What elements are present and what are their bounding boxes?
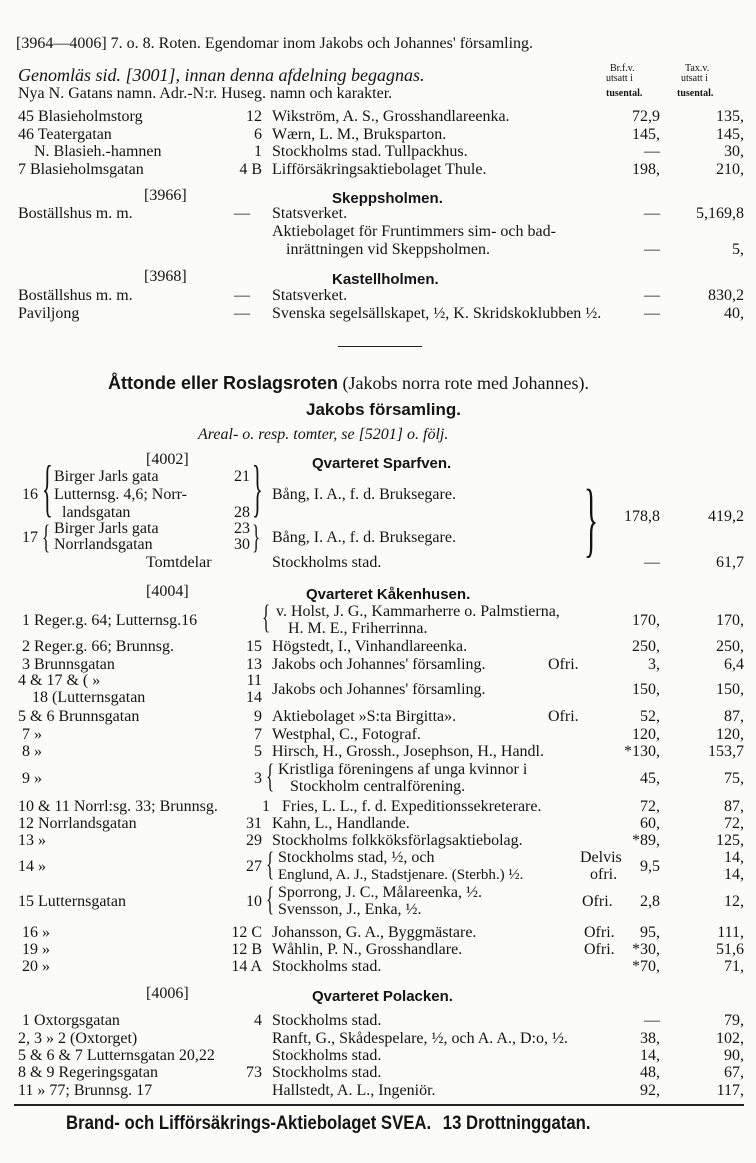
owner: Aktiebolaget för Fruntimmers sim- och bad- bbox=[272, 223, 556, 240]
value-brfv: 52, bbox=[640, 708, 660, 725]
value-brfv: — bbox=[644, 1012, 660, 1029]
owner: Jakobs och Johannes' församling. bbox=[272, 656, 486, 673]
value-taxv: 75, bbox=[724, 770, 744, 787]
brace-right: } bbox=[252, 452, 263, 523]
value-brfv: 38, bbox=[640, 1030, 660, 1047]
value-brfv: 72, bbox=[640, 798, 660, 815]
owner: Högstedt, I., Vinhandlareenka. bbox=[272, 638, 468, 655]
addr-nr: 4 bbox=[254, 1012, 262, 1029]
brace-left: { bbox=[262, 599, 271, 636]
street: 18 (Lutternsgatan bbox=[32, 689, 146, 706]
value-taxv: 830,2 bbox=[708, 287, 744, 304]
value-taxv: 30, bbox=[724, 143, 744, 160]
addr-nr: — bbox=[234, 287, 250, 304]
value-brfv: 92, bbox=[640, 1082, 660, 1099]
value-taxv: 40, bbox=[724, 305, 744, 322]
addr-nr: 1 bbox=[262, 798, 270, 815]
brace-left: { bbox=[42, 519, 51, 556]
addr-nr: 30 bbox=[234, 536, 250, 553]
addr-nr: 10 bbox=[246, 893, 262, 910]
value-taxv: 79, bbox=[724, 1012, 744, 1029]
street: 20 » bbox=[22, 958, 50, 975]
brace-right: } bbox=[252, 519, 261, 556]
owner: Kristliga föreningens af unga kvinnor i bbox=[278, 761, 528, 778]
value-taxv: 150, bbox=[716, 681, 744, 698]
value-brfv: 60, bbox=[640, 815, 660, 832]
value-taxv: 14, bbox=[724, 866, 744, 883]
addr-nr: 28 bbox=[234, 504, 250, 521]
addr-nr: 73 bbox=[246, 1064, 262, 1081]
street: 7 Blasieholmsgatan bbox=[18, 161, 144, 178]
street: Birger Jarls gata bbox=[54, 520, 159, 537]
street: 1 Reger.g. 64; Lutternsg.16 bbox=[22, 612, 198, 629]
owner: Hallstedt, A. L., Ingeniör. bbox=[272, 1082, 436, 1099]
value-taxv: 120, bbox=[716, 726, 744, 743]
owner-cont: Englund, A. J., Stadstjenare. (Sterbh.) ½. bbox=[278, 867, 524, 883]
delvis-label: Delvis bbox=[580, 849, 622, 866]
value-taxv: 419,2 bbox=[708, 508, 744, 525]
street: Norrlandsgatan bbox=[54, 536, 153, 553]
owner: Westphal, C., Fotograf. bbox=[272, 726, 421, 743]
value-brfv: 14, bbox=[640, 1047, 660, 1064]
value-brfv: 120, bbox=[632, 726, 660, 743]
street: 5 & 6 & 7 Lutternsgatan 20,22 bbox=[18, 1047, 215, 1064]
value-brfv: — bbox=[644, 287, 660, 304]
owner: Stockholms stad. bbox=[272, 1047, 382, 1064]
owner: Stockholms stad. bbox=[272, 554, 382, 571]
value-taxv: 125, bbox=[716, 832, 744, 849]
value-brfv: — bbox=[644, 241, 660, 258]
street: Lutternsg. 4,6; Norr- bbox=[54, 486, 187, 503]
value-brfv: — bbox=[644, 554, 660, 571]
divider bbox=[338, 346, 422, 347]
street: Tomtdelar bbox=[146, 554, 212, 571]
addr-nr: 12 C bbox=[231, 924, 262, 941]
street: 45 Blasieholmstorg bbox=[18, 108, 143, 125]
street: 16 » bbox=[22, 924, 50, 941]
col-utsatt-2: utsatt i bbox=[681, 73, 708, 84]
owner-cont: H. M. E., Friherrinna. bbox=[288, 620, 428, 637]
row-number: 17 bbox=[22, 529, 38, 546]
value-taxv: 67, bbox=[724, 1064, 744, 1081]
owner: Sporrong, J. C., Målareenka, ½. bbox=[278, 884, 482, 901]
street: 14 » bbox=[18, 858, 46, 875]
header-line: [3964—4006] 7. o. 8. Roten. Egendomar inom Jakobs och Johannes' församling. bbox=[16, 35, 534, 52]
section-number: [3968] bbox=[144, 268, 187, 285]
street: 9 » bbox=[22, 770, 42, 787]
street: Birger Jarls gata bbox=[54, 468, 159, 485]
addr-nr: 27 bbox=[246, 858, 262, 875]
addr-nr: 9 bbox=[254, 708, 262, 725]
street: landsgatan bbox=[62, 504, 131, 521]
value-brfv: 150, bbox=[632, 681, 660, 698]
street: 8 & 9 Regeringsgatan bbox=[18, 1064, 158, 1081]
addr-nr: 15 bbox=[246, 638, 262, 655]
value-taxv: 170, bbox=[716, 612, 744, 629]
street: 19 » bbox=[22, 941, 50, 958]
value-brfv: 95, bbox=[640, 924, 660, 941]
addr-nr: 29 bbox=[246, 832, 262, 849]
chapter-note: Areal- o. resp. tomter, se [5201] o. följ. bbox=[198, 426, 449, 443]
addr-nr: 6 bbox=[254, 126, 262, 143]
value-brfv: 9,5 bbox=[640, 858, 660, 875]
owner-cont: Stockholm centralförening. bbox=[290, 778, 466, 795]
street: Paviljong bbox=[18, 305, 80, 322]
owner: Fries, L. L., f. d. Expeditionssekreterare. bbox=[282, 798, 542, 815]
value-brfv: — bbox=[644, 143, 660, 160]
owner: Lifförsäkringsaktiebolaget Thule. bbox=[272, 161, 487, 178]
value-taxv: 210, bbox=[716, 161, 744, 178]
ofri-label: Ofri. bbox=[548, 656, 579, 673]
col-tusental-2: tusental. bbox=[677, 88, 714, 99]
value-brfv: 45, bbox=[640, 770, 660, 787]
value-taxv: 145, bbox=[716, 126, 744, 143]
owner: v. Holst, J. G., Kammarherre o. Palmstierna, bbox=[276, 603, 560, 620]
value-taxv: 5,169,8 bbox=[696, 205, 744, 222]
value-taxv: 90, bbox=[724, 1047, 744, 1064]
addr-nr: 11 bbox=[246, 672, 262, 689]
value-taxv: 102, bbox=[716, 1030, 744, 1047]
street: N. Blasieh.-hamnen bbox=[34, 143, 162, 160]
row-number: 16 bbox=[22, 486, 38, 503]
value-brfv: 170, bbox=[632, 612, 660, 629]
section-number: [4006] bbox=[146, 985, 189, 1002]
addr-nr: 12 bbox=[246, 108, 262, 125]
ofri-label: Ofri. bbox=[584, 924, 615, 941]
value-taxv: 72, bbox=[724, 815, 744, 832]
brace-group: } bbox=[584, 473, 599, 566]
street: 1 Oxtorgsgatan bbox=[22, 1012, 120, 1029]
value-taxv: 87, bbox=[724, 798, 744, 815]
owner-cont: inrättningen vid Skeppsholmen. bbox=[286, 241, 490, 258]
brace-left: { bbox=[42, 452, 53, 523]
value-taxv: 51,6 bbox=[716, 941, 744, 958]
value-brfv: *70, bbox=[632, 958, 660, 975]
owner: Wærn, L. M., Bruksparton. bbox=[272, 126, 447, 143]
owner: Stockholms stad. bbox=[272, 958, 382, 975]
value-taxv: 250, bbox=[716, 638, 744, 655]
col-tusental-1: tusental. bbox=[606, 88, 643, 99]
chapter-subtitle: Jakobs församling. bbox=[306, 400, 461, 419]
section-number: [3966] bbox=[144, 187, 187, 204]
value-brfv: 145, bbox=[632, 126, 660, 143]
addr-nr: — bbox=[234, 305, 250, 322]
street: 46 Teatergatan bbox=[18, 126, 112, 143]
value-brfv: *130, bbox=[624, 743, 660, 760]
owner: Wåhlin, P. N., Grosshandlare. bbox=[272, 941, 463, 958]
owner: Svenska segelsällskapet, ½, K. Skridskoklubben ½. bbox=[272, 305, 602, 322]
street: 2 Reger.g. 66; Brunnsg. bbox=[22, 638, 174, 655]
street: 15 Lutternsgatan bbox=[18, 893, 126, 910]
value-brfv: 3, bbox=[648, 656, 660, 673]
street: 8 » bbox=[22, 743, 42, 760]
street: 3 Brunnsgatan bbox=[22, 656, 115, 673]
owner: Stockholms folkköksförlagsaktiebolag. bbox=[272, 832, 523, 849]
chapter-title-bold: Åttonde eller Roslagsroten bbox=[108, 373, 339, 393]
owner: Bång, I. A., f. d. Bruksegare. bbox=[272, 486, 456, 503]
footer-ad-company: Brand- och Lifförsäkrings-Aktiebolaget SVEA. bbox=[66, 1113, 432, 1134]
chapter-title-rest: (Jakobs norra rote med Johannes). bbox=[342, 373, 589, 393]
owner: Statsverket. bbox=[272, 205, 348, 222]
value-taxv: 117, bbox=[716, 1082, 744, 1099]
addr-nr: 14 A bbox=[231, 958, 262, 975]
owner: Hirsch, H., Grossh., Josephson, H., Handl. bbox=[272, 743, 544, 760]
brace-left: { bbox=[266, 758, 275, 795]
section-title: Kastellholmen. bbox=[332, 271, 439, 288]
addr-nr: 31 bbox=[246, 815, 262, 832]
owner: Wikström, A. S., Grosshandlareenka. bbox=[272, 108, 510, 125]
value-brfv: 198, bbox=[632, 161, 660, 178]
section-title: Qvarteret Kåkenhusen. bbox=[306, 586, 471, 603]
value-taxv: 12, bbox=[724, 893, 744, 910]
value-taxv: 153,7 bbox=[708, 743, 744, 760]
col-utsatt-1: utsatt i bbox=[606, 73, 633, 84]
section-title: Qvarteret Polacken. bbox=[312, 988, 453, 1005]
owner-cont: Svensson, J., Enka, ½. bbox=[278, 901, 422, 918]
value-brfv: 2,8 bbox=[640, 893, 660, 910]
owner: Jakobs och Johannes' församling. bbox=[272, 681, 486, 698]
value-taxv: 135, bbox=[716, 108, 744, 125]
street: 10 & 11 Norrl:sg. 33; Brunnsg. bbox=[18, 798, 218, 815]
ofri-label: Ofri. bbox=[548, 708, 579, 725]
value-brfv: — bbox=[644, 205, 660, 222]
value-taxv: 71, bbox=[724, 958, 744, 975]
value-brfv: 178,8 bbox=[624, 508, 660, 525]
addr-nr: 21 bbox=[234, 468, 250, 485]
owner: Stockholms stad, ½, och bbox=[278, 849, 435, 866]
col-taxv: Tax.v. bbox=[685, 63, 710, 74]
value-brfv: — bbox=[644, 305, 660, 322]
value-brfv: 72,9 bbox=[632, 108, 660, 125]
owner: Stockholms stad. bbox=[272, 1012, 382, 1029]
addr-nr: 4 B bbox=[239, 161, 262, 178]
col-brfv: Br.f.v. bbox=[610, 63, 635, 74]
street: 13 » bbox=[18, 832, 46, 849]
section-number: [4004] bbox=[146, 583, 189, 600]
section-title: Qvarteret Sparfven. bbox=[312, 455, 452, 472]
value-taxv: 111, bbox=[717, 924, 744, 941]
addr-nr: — bbox=[234, 205, 250, 222]
owner: Stockholms stad. Tullpackhus. bbox=[272, 143, 468, 160]
value-brfv: *89, bbox=[632, 832, 660, 849]
owner: Aktiebolaget »S:ta Birgitta». bbox=[272, 708, 457, 725]
street: Boställshus m. m. bbox=[18, 287, 133, 304]
header-columns: Nya N. Gatans namn. Adr.-N:r. Huseg. namn och karakter. bbox=[18, 85, 393, 102]
owner: Statsverket. bbox=[272, 287, 348, 304]
street: 2, 3 » 2 (Oxtorget) bbox=[18, 1030, 138, 1047]
owner: Stockholms stad. bbox=[272, 1064, 382, 1081]
owner: Ranft, G., Skådespelare, ½, och A. A., D:o, ½. bbox=[272, 1030, 568, 1047]
addr-nr: 1 bbox=[254, 143, 262, 160]
street: 4 & 17 & ( » bbox=[18, 672, 101, 689]
street: 7 » bbox=[22, 726, 42, 743]
addr-nr: 12 B bbox=[231, 941, 262, 958]
addr-nr: 3 bbox=[254, 770, 262, 787]
street: 12 Norrlandsgatan bbox=[18, 815, 137, 832]
brace-left: { bbox=[266, 846, 275, 883]
value-taxv: 87, bbox=[724, 708, 744, 725]
addr-nr: 14 bbox=[246, 689, 262, 706]
section-title: Skeppsholmen. bbox=[332, 190, 443, 207]
street: 5 & 6 Brunnsgatan bbox=[18, 708, 140, 725]
footer-rule bbox=[14, 1104, 744, 1106]
addr-nr: 13 bbox=[246, 656, 262, 673]
value-brfv: *30, bbox=[632, 941, 660, 958]
value-taxv: 61,7 bbox=[716, 554, 744, 571]
chapter-title bbox=[108, 372, 589, 394]
street: Boställshus m. m. bbox=[18, 205, 133, 222]
footer-ad bbox=[66, 1112, 591, 1136]
footer-ad-address: 13 Drottninggatan. bbox=[442, 1113, 591, 1134]
value-taxv: 6,4 bbox=[724, 656, 744, 673]
owner: Bång, I. A., f. d. Bruksegare. bbox=[272, 529, 456, 546]
value-taxv: 5, bbox=[732, 241, 744, 258]
brace-left: { bbox=[266, 881, 275, 918]
value-taxv: 14, bbox=[724, 849, 744, 866]
section-number: [4002] bbox=[146, 451, 189, 468]
value-brfv: 250, bbox=[632, 638, 660, 655]
addr-nr: 5 bbox=[254, 743, 262, 760]
street: 11 » 77; Brunnsg. 17 bbox=[18, 1082, 153, 1099]
ofri-label: Ofri. bbox=[582, 893, 613, 910]
addr-nr: 23 bbox=[234, 520, 250, 537]
ofri-label: Ofri. bbox=[584, 941, 615, 958]
addr-nr: 7 bbox=[254, 726, 262, 743]
ofri-label: ofri. bbox=[590, 866, 618, 883]
header-instruction: Genomläs sid. [3001], innan denna afdelning begagnas. bbox=[18, 65, 425, 85]
owner: Johansson, G. A., Byggmästare. bbox=[272, 924, 477, 941]
value-brfv: 48, bbox=[640, 1064, 660, 1081]
owner: Kahn, L., Handlande. bbox=[272, 815, 410, 832]
